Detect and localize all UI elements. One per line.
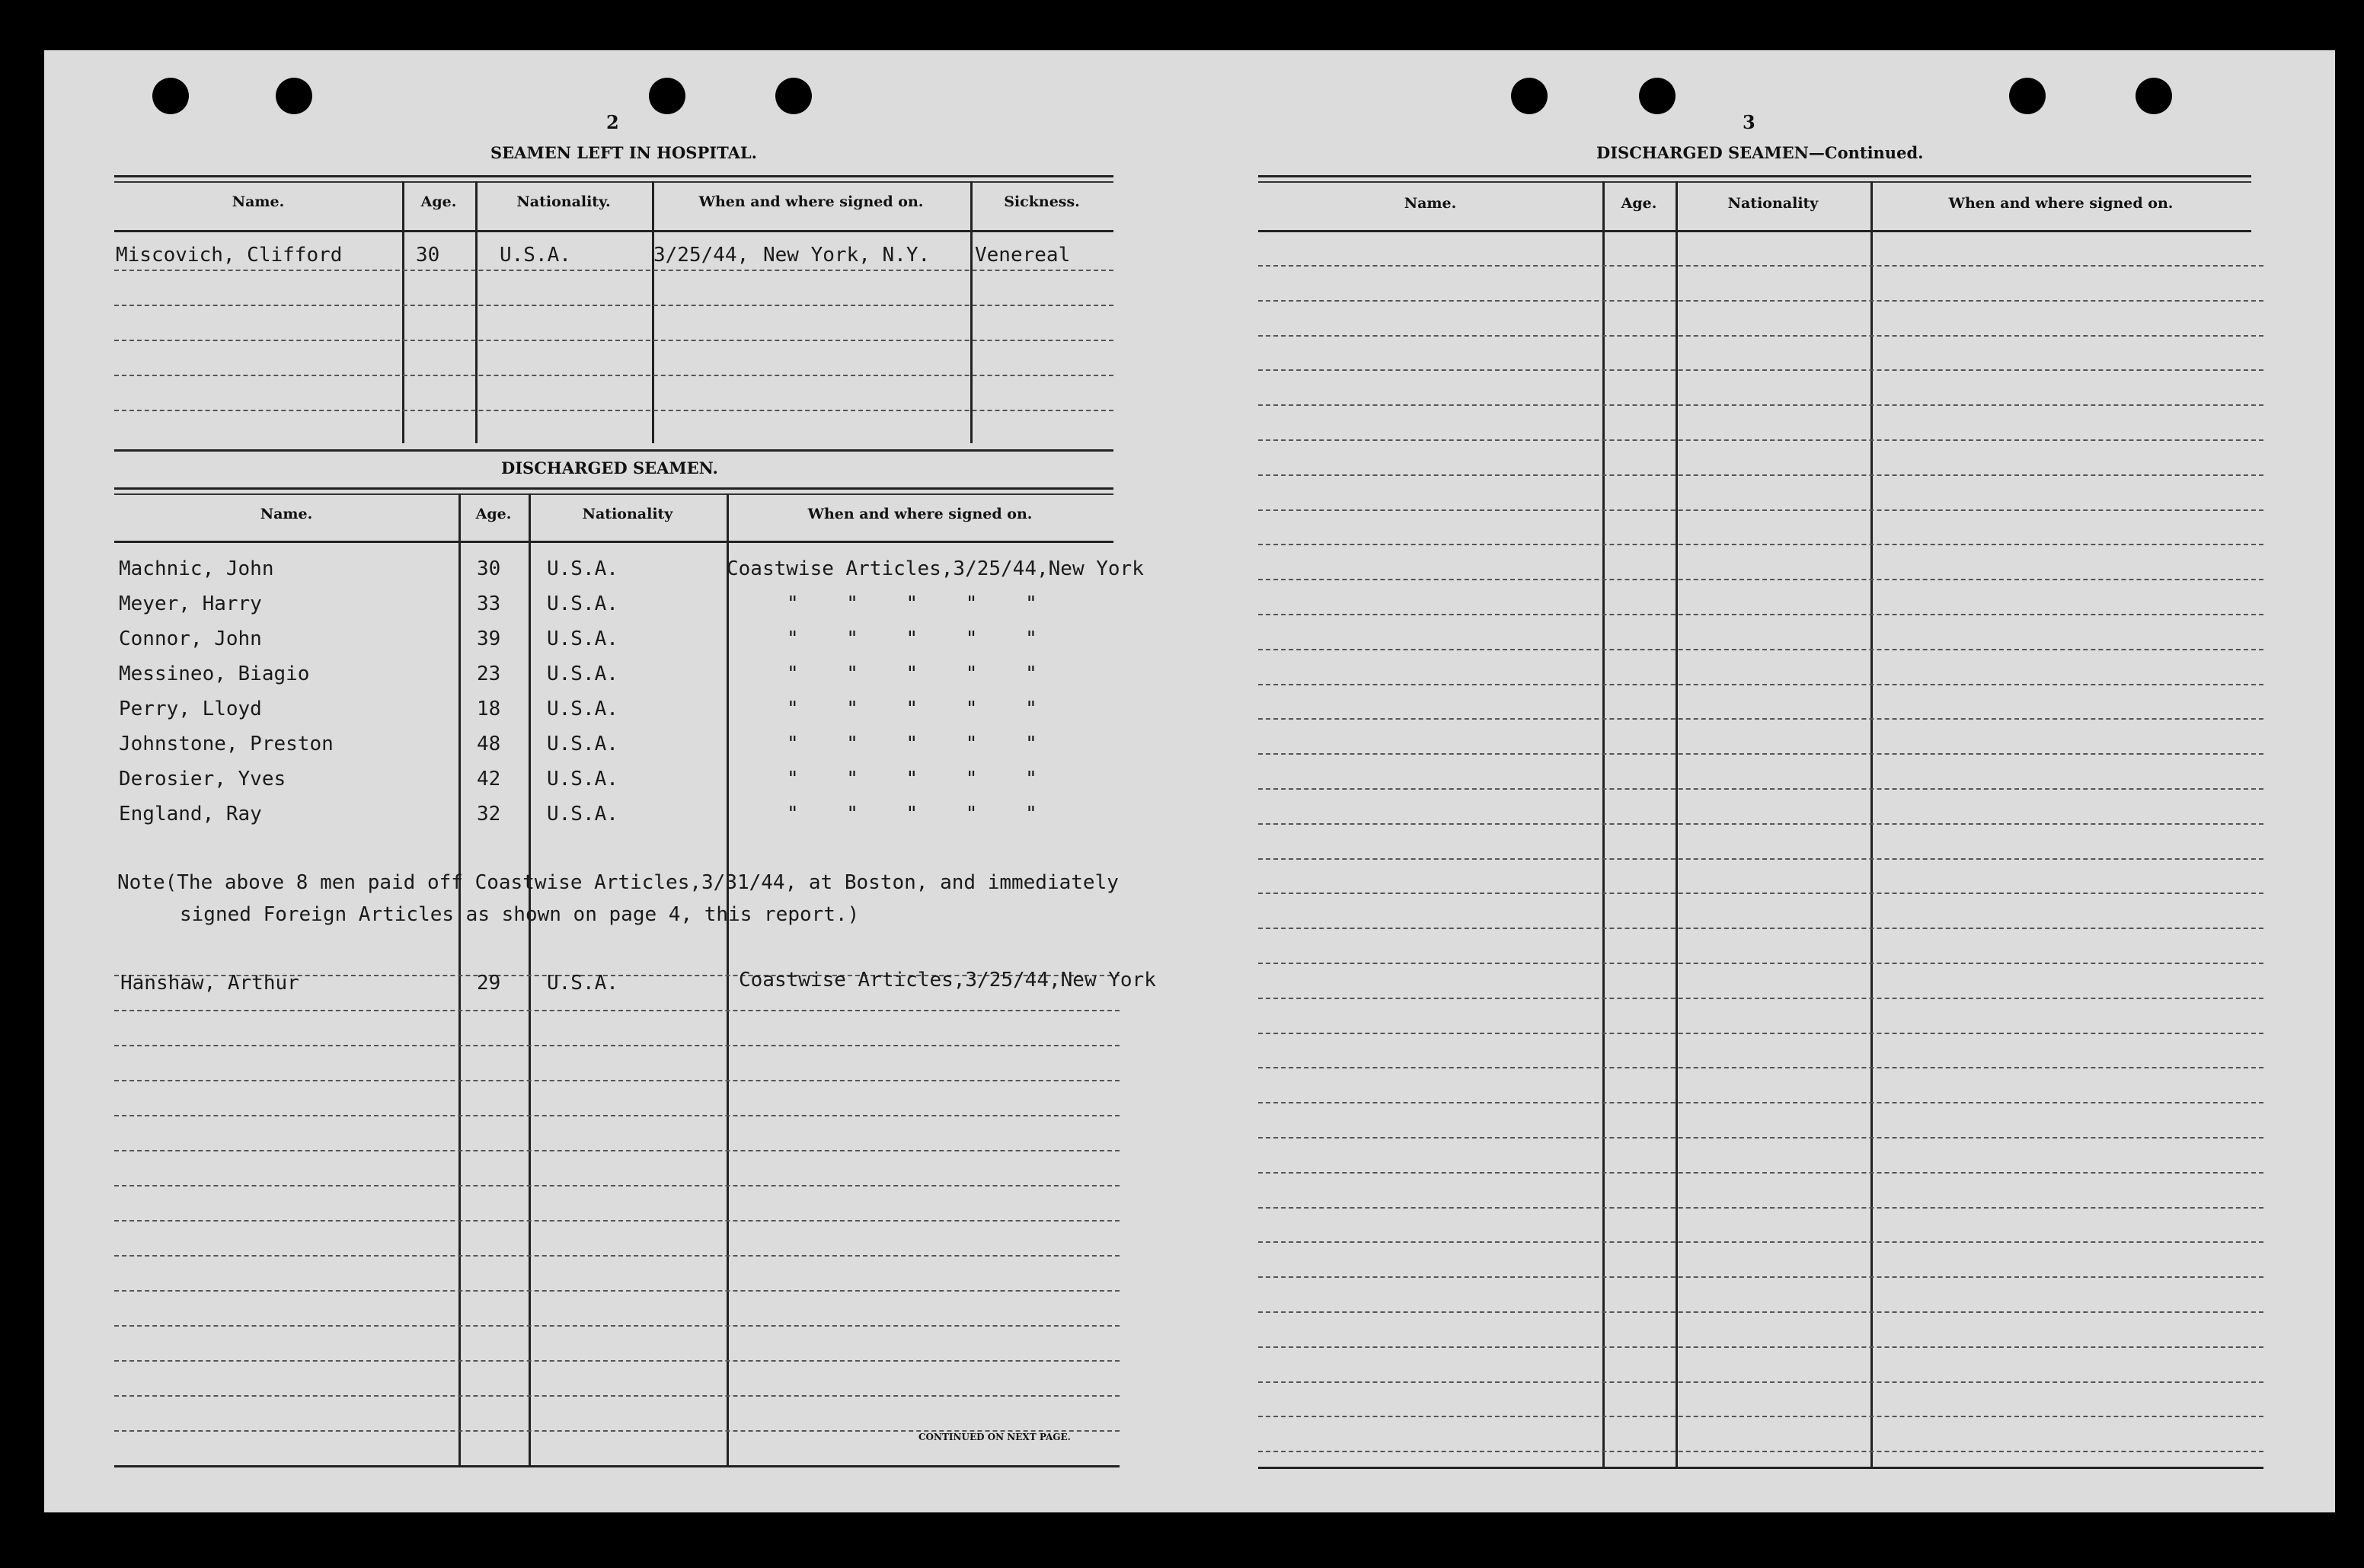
column-header-name: Name. bbox=[1404, 195, 1457, 212]
punch-hole bbox=[152, 78, 189, 114]
dotted-row-line bbox=[1258, 1451, 2263, 1452]
punch-hole bbox=[775, 78, 812, 114]
dotted-row-line bbox=[1258, 1346, 2263, 1348]
column-header-nationality: Nationality bbox=[1727, 195, 1819, 212]
dotted-row-line bbox=[1258, 509, 2263, 511]
seaman-name: Machnic, John bbox=[119, 557, 274, 580]
seaman-age: 39 bbox=[477, 628, 501, 650]
dotted-row-line bbox=[1258, 718, 2263, 720]
seaman-nationality: U.S.A. bbox=[547, 698, 618, 720]
column-header-age: Age. bbox=[420, 193, 457, 210]
rule bbox=[1258, 1467, 2263, 1469]
dotted-row-line bbox=[114, 1220, 1120, 1222]
dotted-row-line bbox=[114, 1360, 1120, 1362]
column-header-signed-on: When and where signed on. bbox=[1948, 195, 2174, 212]
dotted-row-line bbox=[1258, 1137, 2263, 1138]
punch-hole bbox=[276, 78, 312, 114]
seaman-name: Johnstone, Preston bbox=[119, 733, 334, 755]
dotted-row-line bbox=[114, 1325, 1120, 1327]
column-divider bbox=[458, 493, 461, 1467]
rule bbox=[1258, 181, 2251, 183]
seaman-age: 32 bbox=[477, 803, 501, 826]
dotted-row-line bbox=[114, 305, 1113, 306]
dotted-row-line bbox=[1258, 1033, 2263, 1034]
column-header-nationality: Nationality bbox=[582, 506, 673, 522]
dotted-row-line bbox=[114, 1150, 1120, 1151]
hospital-section-title: SEAMEN LEFT IN HOSPITAL. bbox=[490, 143, 757, 162]
seaman-name: Meyer, Harry bbox=[119, 592, 262, 615]
column-divider bbox=[727, 493, 729, 1467]
ditto-marks: " " " " " bbox=[787, 733, 1037, 755]
dotted-row-line bbox=[1258, 1207, 2263, 1209]
column-divider bbox=[475, 181, 478, 443]
dotted-row-line bbox=[1258, 335, 2263, 337]
dotted-row-line bbox=[114, 410, 1113, 411]
column-divider bbox=[402, 181, 404, 443]
dotted-row-line bbox=[114, 1255, 1120, 1257]
column-divider bbox=[529, 493, 531, 1467]
column-divider bbox=[970, 181, 973, 443]
rule bbox=[114, 175, 1113, 177]
left-page bbox=[44, 50, 1196, 1512]
dotted-row-line bbox=[114, 1045, 1120, 1046]
page-number: 2 bbox=[606, 111, 619, 133]
column-header-nationality: Nationality. bbox=[516, 193, 611, 210]
column-header-age: Age. bbox=[475, 506, 512, 522]
rule bbox=[1258, 175, 2251, 177]
column-divider bbox=[1602, 181, 1605, 1468]
column-divider bbox=[1870, 181, 1873, 1468]
dotted-row-line bbox=[1258, 1102, 2263, 1103]
seaman-nationality: U.S.A. bbox=[547, 768, 618, 790]
seaman-age: 18 bbox=[477, 698, 501, 720]
dotted-row-line bbox=[1258, 998, 2263, 999]
seaman-name: Hanshaw, Arthur bbox=[120, 972, 299, 995]
discharged-continued-title: DISCHARGED SEAMEN—Continued. bbox=[1596, 143, 1924, 162]
column-divider bbox=[652, 181, 654, 443]
seaman-nationality: U.S.A. bbox=[500, 244, 571, 267]
signed-date: 3/25/44, bbox=[653, 244, 749, 267]
dotted-row-line bbox=[1258, 1172, 2263, 1174]
dotted-row-line bbox=[1258, 439, 2263, 441]
punch-hole bbox=[2009, 78, 2046, 114]
dotted-row-line bbox=[1258, 963, 2263, 964]
dotted-row-line bbox=[114, 1080, 1120, 1081]
dotted-row-line bbox=[1258, 928, 2263, 929]
rule bbox=[114, 541, 1113, 543]
column-header-name: Name. bbox=[260, 506, 313, 522]
dotted-row-line bbox=[1258, 614, 2263, 615]
dotted-row-line bbox=[1258, 684, 2263, 685]
dotted-row-line bbox=[114, 1010, 1120, 1011]
dotted-row-line bbox=[114, 1395, 1120, 1397]
seaman-nationality: U.S.A. bbox=[547, 972, 618, 995]
seaman-name: Perry, Lloyd bbox=[119, 698, 262, 720]
column-header-signed-on: When and where signed on. bbox=[807, 506, 1033, 522]
rule bbox=[114, 181, 1113, 183]
ditto-marks: " " " " " bbox=[787, 698, 1037, 720]
ditto-marks: " " " " " bbox=[787, 592, 1037, 615]
seaman-age: 30 bbox=[416, 244, 440, 267]
seaman-nationality: U.S.A. bbox=[547, 663, 618, 685]
dotted-row-line bbox=[114, 270, 1113, 271]
seaman-age: 48 bbox=[477, 733, 501, 755]
seaman-nationality: U.S.A. bbox=[547, 557, 618, 580]
seaman-name: Messineo, Biagio bbox=[119, 663, 310, 685]
signed-place: New York, N.Y. bbox=[763, 244, 931, 267]
rule bbox=[114, 493, 1113, 495]
dotted-row-line bbox=[114, 1115, 1120, 1116]
dotted-row-line bbox=[1258, 1241, 2263, 1243]
column-divider bbox=[1676, 181, 1678, 1468]
dotted-row-line bbox=[1258, 404, 2263, 406]
punch-hole bbox=[2136, 78, 2172, 114]
dotted-row-line bbox=[1258, 544, 2263, 545]
dotted-row-line bbox=[1258, 300, 2263, 302]
seaman-age: 33 bbox=[477, 592, 501, 615]
seaman-name: Connor, John bbox=[119, 628, 262, 650]
rule bbox=[114, 1465, 1120, 1467]
rule bbox=[1258, 230, 2251, 232]
dotted-row-line bbox=[1258, 858, 2263, 860]
seaman-nationality: U.S.A. bbox=[547, 592, 618, 615]
punch-hole bbox=[649, 78, 685, 114]
signed-on: Coastwise Articles,3/25/44,New York bbox=[739, 969, 1156, 992]
dotted-row-line bbox=[1258, 265, 2263, 267]
dotted-row-line bbox=[1258, 1416, 2263, 1417]
seaman-age: 23 bbox=[477, 663, 501, 685]
sickness: Venereal bbox=[975, 244, 1071, 267]
dotted-row-line bbox=[1258, 579, 2263, 580]
ditto-marks: " " " " " bbox=[787, 803, 1037, 826]
ditto-marks: " " " " " bbox=[787, 768, 1037, 790]
seaman-name: Miscovich, Clifford bbox=[116, 244, 343, 267]
seaman-name: England, Ray bbox=[119, 803, 262, 826]
seaman-nationality: U.S.A. bbox=[547, 733, 618, 755]
dotted-row-line bbox=[1258, 1067, 2263, 1068]
rule bbox=[114, 449, 1113, 452]
dotted-row-line bbox=[1258, 823, 2263, 825]
column-header-name: Name. bbox=[232, 193, 285, 210]
dotted-row-line bbox=[1258, 1276, 2263, 1278]
dotted-row-line bbox=[1258, 1381, 2263, 1383]
dotted-row-line bbox=[1258, 753, 2263, 755]
dotted-row-line bbox=[114, 340, 1113, 341]
dotted-row-line bbox=[114, 375, 1113, 376]
continued-footer: CONTINUED ON NEXT PAGE. bbox=[918, 1432, 1071, 1442]
punch-hole bbox=[1511, 78, 1548, 114]
dotted-row-line bbox=[1258, 474, 2263, 476]
page-number: 3 bbox=[1743, 111, 1755, 133]
seaman-nationality: U.S.A. bbox=[547, 803, 618, 826]
dotted-row-line bbox=[1258, 788, 2263, 790]
punch-hole bbox=[1639, 78, 1676, 114]
dotted-row-line bbox=[114, 1290, 1120, 1292]
seaman-nationality: U.S.A. bbox=[547, 628, 618, 650]
note-line-2: signed Foreign Articles as shown on page 4, this report.) bbox=[180, 903, 860, 926]
seaman-name: Derosier, Yves bbox=[119, 768, 286, 790]
seaman-age: 42 bbox=[477, 768, 501, 790]
seaman-age: 29 bbox=[477, 972, 501, 995]
ditto-marks: " " " " " bbox=[787, 628, 1037, 650]
signed-on: Coastwise Articles,3/25/44,New York bbox=[727, 557, 1144, 580]
column-header-age: Age. bbox=[1621, 195, 1657, 212]
right-page bbox=[1193, 50, 2335, 1512]
dotted-row-line bbox=[1258, 893, 2263, 894]
note-line-1: Note(The above 8 men paid off Coastwise Articles,3/31/44, at Boston, and immediately bbox=[117, 871, 1119, 894]
discharged-section-title: DISCHARGED SEAMEN. bbox=[501, 458, 718, 477]
rule bbox=[114, 487, 1113, 490]
dotted-row-line bbox=[114, 1185, 1120, 1186]
dotted-row-line bbox=[1258, 1311, 2263, 1313]
dotted-row-line bbox=[1258, 649, 2263, 650]
dotted-row-line bbox=[1258, 369, 2263, 371]
seaman-age: 30 bbox=[477, 557, 501, 580]
column-header-signed-on: When and where signed on. bbox=[698, 193, 924, 210]
ditto-marks: " " " " " bbox=[787, 663, 1037, 685]
column-header-sickness: Sickness. bbox=[1004, 193, 1080, 210]
rule bbox=[114, 230, 1113, 232]
